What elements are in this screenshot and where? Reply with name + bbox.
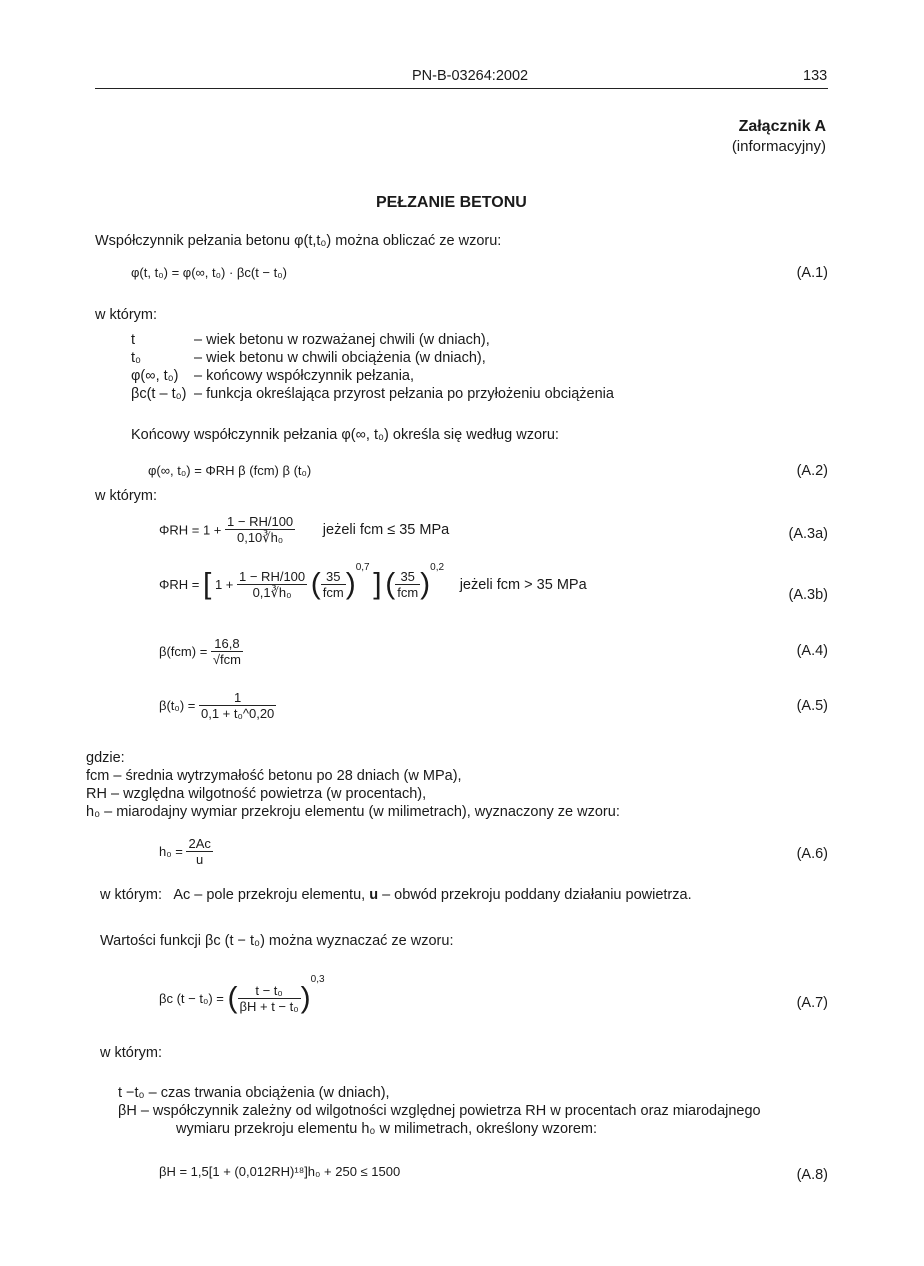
equation-number-a1: (A.1) bbox=[796, 265, 828, 281]
where-label-2: w którym: bbox=[95, 488, 158, 504]
a3b-fraction bbox=[237, 569, 307, 601]
paren-close-2: ) bbox=[420, 567, 431, 601]
a5-lhs: β(t₀) = bbox=[159, 698, 196, 713]
final-coef-text-a: Końcowy współczynnik pełzania bbox=[131, 427, 342, 443]
equation-number-a7: (A.7) bbox=[796, 995, 828, 1011]
beta-c-symbol: βc (t − t₀) bbox=[205, 933, 265, 949]
definitions-list-2 bbox=[118, 1085, 761, 1139]
equation-number-a8: (A.8) bbox=[796, 1167, 828, 1183]
a7-fraction bbox=[238, 983, 301, 1014]
a6-numerator: 2Ac bbox=[188, 836, 211, 851]
a3b-numerator: 1 − RH/100 bbox=[239, 568, 306, 584]
final-coef-paragraph bbox=[131, 427, 559, 443]
definition-row bbox=[118, 1103, 761, 1121]
a6-where-ac: Ac bbox=[173, 887, 191, 903]
a3a-denominator: 0,10∛h₀ bbox=[236, 530, 284, 545]
a3b-ratio-1 bbox=[321, 569, 346, 600]
definition-text: – funkcja określająca przyrost pełzania po przyłożeniu obciążenia bbox=[194, 386, 614, 402]
definition-symbol: t −t₀ bbox=[118, 1085, 145, 1101]
page-number: 133 bbox=[803, 68, 828, 84]
a3b-lhs: ΦRH = bbox=[159, 577, 200, 593]
definition-symbol: t₀ bbox=[131, 350, 142, 366]
gdzie-item bbox=[86, 786, 620, 804]
a7-paren-close: ) bbox=[300, 981, 311, 1015]
gdzie-text: – względna wilgotność powietrza (w procentach), bbox=[106, 786, 427, 802]
a2-rhs: = ΦRH β (fcm) β (t₀) bbox=[194, 463, 312, 478]
a1-lhs: φ(t, t₀) bbox=[131, 265, 168, 280]
a3b-r1-den: fcm bbox=[322, 585, 344, 601]
equation-number-a4: (A.4) bbox=[796, 643, 828, 659]
a5-numerator: 1 bbox=[199, 690, 276, 706]
a6-where-u: u bbox=[369, 887, 379, 903]
definition-text: – końcowy współczynnik pełzania, bbox=[194, 368, 415, 384]
gdzie-text: – średnia wytrzymałość betonu po 28 dniach (w MPa), bbox=[109, 768, 462, 784]
a4-fraction bbox=[211, 636, 243, 667]
final-coef-symbol: φ(∞, t₀) bbox=[341, 427, 389, 443]
a7-lhs: βc (t − t₀) = bbox=[159, 991, 224, 1007]
definition-row bbox=[118, 1085, 761, 1103]
a3a-lhs: ΦRH = 1 + bbox=[159, 522, 222, 538]
a6-fraction bbox=[186, 836, 212, 867]
paren-open-2: ( bbox=[385, 567, 396, 601]
a3b-ratio-2 bbox=[395, 569, 420, 600]
a3b-r2-den: fcm bbox=[397, 585, 419, 601]
a5-denominator: 0,1 + t₀^0,20 bbox=[200, 706, 275, 721]
a6-denominator: u bbox=[196, 852, 204, 867]
gdzie-text: – miarodajny wymiar przekroju elementu (w milimetrach), wyznaczony ze wzoru: bbox=[100, 804, 620, 820]
beta-c-text-a: Wartości funkcji bbox=[100, 933, 206, 949]
equation-number-a6: (A.6) bbox=[796, 846, 828, 862]
gdzie-item bbox=[86, 768, 620, 786]
gdzie-block bbox=[86, 750, 620, 822]
definition-row bbox=[131, 332, 614, 350]
a2-lhs: φ(∞, t₀) bbox=[148, 463, 191, 478]
a3b-exponent-1: 0,7 bbox=[355, 562, 370, 573]
a3b-denominator: 0,1∛h₀ bbox=[252, 584, 292, 600]
a7-exponent: 0,3 bbox=[310, 974, 325, 985]
beta-c-intro bbox=[100, 933, 453, 949]
a3b-condition: jeżeli fcm > 35 MPa bbox=[459, 576, 587, 593]
definition-row bbox=[131, 368, 614, 386]
annex-subtitle: (informacyjny) bbox=[731, 138, 826, 155]
definition-continuation: wymiaru przekroju elementu h₀ w milimetrach, określony wzorem: bbox=[176, 1121, 598, 1137]
definition-symbol: φ(∞, t₀) bbox=[131, 368, 179, 384]
definition-row bbox=[131, 350, 614, 368]
standard-id: PN-B-03264:2002 bbox=[412, 68, 529, 84]
annex-title: Załącznik A bbox=[738, 118, 826, 135]
equation-a2 bbox=[148, 463, 311, 478]
a7-denominator: βH + t − t₀ bbox=[239, 999, 299, 1015]
definition-row bbox=[131, 386, 614, 404]
definitions-list-1 bbox=[131, 332, 614, 404]
intro-paragraph bbox=[95, 233, 501, 249]
header-rule bbox=[95, 88, 828, 89]
equation-a6 bbox=[159, 836, 213, 867]
definition-symbol: βH bbox=[118, 1103, 137, 1119]
definition-text: – czas trwania obciążenia (w dniach), bbox=[144, 1085, 390, 1101]
equation-a7 bbox=[159, 974, 325, 1015]
gdzie-symbol: h₀ bbox=[86, 804, 101, 820]
gdzie-label: gdzie: bbox=[86, 750, 125, 766]
a6-where-desc-a: – pole przekroju elementu, bbox=[190, 887, 370, 903]
a6-where bbox=[100, 887, 692, 903]
gdzie-item bbox=[86, 804, 620, 822]
equation-number-a3b: (A.3b) bbox=[788, 587, 828, 603]
a3b-r2-num: 35 bbox=[395, 569, 420, 585]
equation-a4 bbox=[159, 636, 243, 667]
final-coef-text-b: określa się według wzoru: bbox=[388, 427, 559, 443]
paren-close: ) bbox=[345, 567, 356, 601]
a3a-fraction bbox=[225, 514, 295, 546]
where-label-3: w którym: bbox=[100, 1045, 163, 1061]
equation-a8: βH = 1,5[1 + (0,012RH)¹⁸]h₀ + 250 ≤ 1500 bbox=[159, 1164, 401, 1179]
gdzie-symbol: RH bbox=[86, 786, 107, 802]
equation-number-a2: (A.2) bbox=[796, 463, 828, 479]
definition-text: – współczynnik zależny od wilgotności względnej powietrza RH w procentach oraz miarodajnego bbox=[136, 1103, 761, 1119]
gdzie-symbol: fcm bbox=[86, 768, 110, 784]
beta-c-text-b: można wyznaczać ze wzoru: bbox=[264, 933, 454, 949]
a5-fraction bbox=[199, 690, 276, 721]
a6-where-label: w którym: bbox=[100, 887, 163, 903]
a6-where-desc-b: – obwód przekroju poddany działaniu powietrza. bbox=[378, 887, 692, 903]
a3a-numerator: 1 − RH/100 bbox=[227, 514, 294, 529]
definition-text: – wiek betonu w chwili obciążenia (w dniach), bbox=[194, 350, 486, 366]
equation-a1 bbox=[131, 265, 287, 280]
where-label-1: w którym: bbox=[95, 307, 158, 323]
a7-numerator: t − t₀ bbox=[238, 983, 301, 999]
paren-open: ( bbox=[310, 567, 321, 601]
a4-denominator: √fcm bbox=[212, 652, 241, 667]
a3b-one: 1 + bbox=[214, 577, 234, 593]
a3b-r1-num: 35 bbox=[321, 569, 346, 585]
equation-number-a3a: (A.3a) bbox=[788, 526, 828, 542]
intro-text-a: Współczynnik pełzania betonu bbox=[95, 233, 295, 249]
equation-a3b bbox=[159, 562, 587, 601]
equation-a3a bbox=[159, 514, 449, 546]
equation-a5 bbox=[159, 690, 276, 721]
a6-lhs: h₀ = bbox=[159, 844, 183, 859]
bracket-close: ] bbox=[373, 567, 382, 601]
definition-symbol: βc(t – t₀) bbox=[131, 386, 187, 402]
definition-text: – wiek betonu w rozważanej chwili (w dniach), bbox=[194, 332, 490, 348]
a4-numerator: 16,8 bbox=[211, 636, 243, 652]
a3a-condition: jeżeli fcm ≤ 35 MPa bbox=[322, 522, 450, 538]
section-title: PEŁZANIE BETONU bbox=[376, 194, 527, 211]
equation-number-a5: (A.5) bbox=[796, 698, 828, 714]
intro-text-b: można obliczać ze wzoru: bbox=[331, 233, 502, 249]
bracket-open: [ bbox=[202, 567, 212, 601]
a7-paren-open: ( bbox=[227, 981, 238, 1015]
a3b-exponent-2: 0,2 bbox=[430, 562, 445, 573]
intro-symbol: φ(t,t₀) bbox=[294, 233, 332, 249]
a1-rhs: = φ(∞, t₀) · βc(t − t₀) bbox=[171, 265, 287, 280]
definition-symbol: t bbox=[131, 332, 136, 348]
a4-lhs: β(fcm) = bbox=[159, 644, 208, 659]
